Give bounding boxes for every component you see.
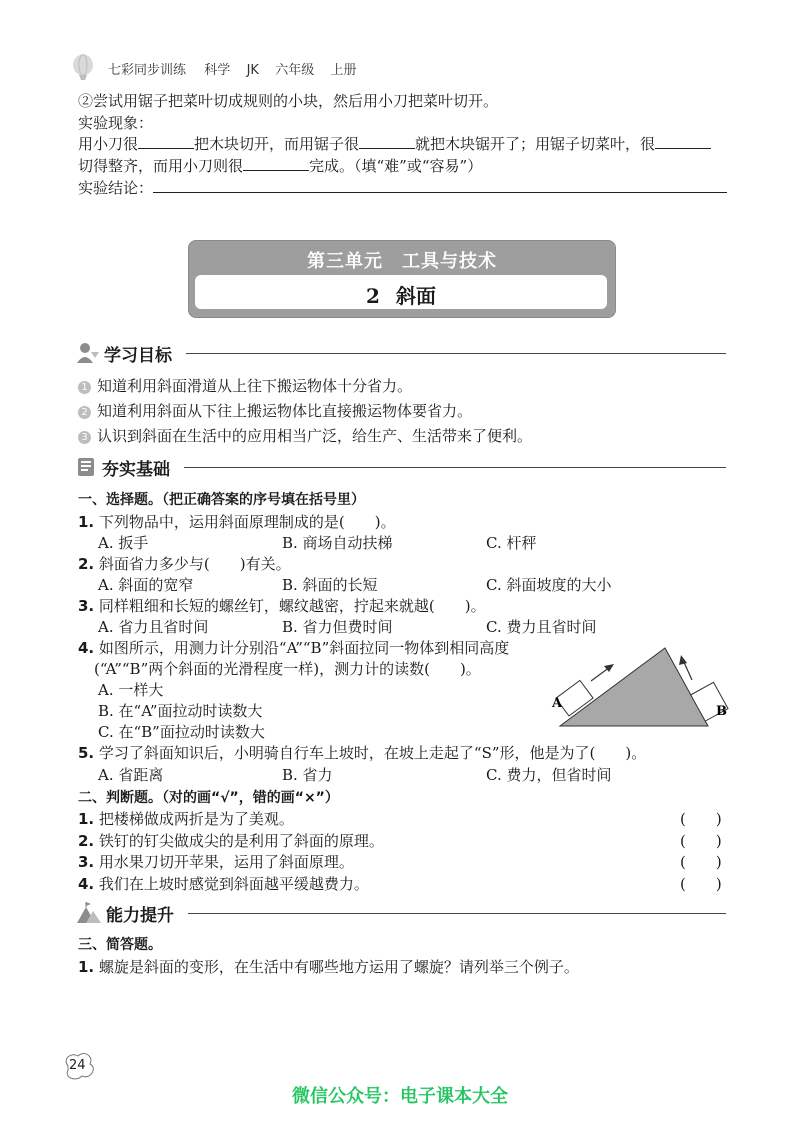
judge-answer-3[interactable]: ( ) (680, 853, 722, 871)
blank-3[interactable] (655, 134, 711, 149)
q2-option-b[interactable]: B. 斜面的长短 (282, 576, 378, 594)
judge-answer-1[interactable]: ( ) (680, 810, 722, 828)
phenomenon-line-2: 切得整齐，而用小刀则很 完成。（填“难”或“容易”） (78, 157, 483, 175)
q1-option-a[interactable]: A. 扳手 (98, 534, 149, 552)
basics-divider (184, 467, 726, 468)
goal-number-1: 1 (78, 381, 91, 394)
q4-option-c[interactable]: C. 在“B”面拉动时读数大 (98, 723, 265, 741)
label-b: B (716, 704, 727, 719)
conclusion-line: 实验结论： (78, 178, 727, 198)
judge-answer-4[interactable]: ( ) (680, 875, 722, 893)
incline-diagram (540, 640, 740, 740)
goal-item-2: 2 知道利用斜面从下往上搬运物体比直接搬运物体要省力。 (78, 401, 472, 421)
q4-stem-cont: (“A”“B”两个斜面的光滑程度一样)，测力计的读数( )。 (94, 660, 481, 678)
q3-option-c[interactable]: C. 费力且省时间 (486, 618, 597, 636)
ability-section-header (76, 900, 726, 926)
book-icon (76, 456, 98, 478)
judge-answer-2[interactable]: ( ) (680, 832, 722, 850)
page-number: 24 (69, 1058, 86, 1073)
judge-item-2: 2. 铁钉的钉尖做成尖的是利用了斜面的原理。 (78, 832, 384, 850)
student-icon (76, 342, 100, 364)
phenomenon-label: 实验现象： (78, 114, 154, 132)
q4-option-a[interactable]: A. 一样大 (98, 681, 164, 699)
judge-header: 二、判断题。（对的画“√”，错的画“×”） (78, 790, 339, 806)
header-edition: JK (246, 63, 259, 78)
mountain-icon (76, 902, 102, 924)
lesson-title: 斜面 (395, 284, 436, 308)
header-subject: 科学 (204, 63, 231, 78)
q3-option-a[interactable]: A. 省力且省时间 (98, 618, 209, 636)
q5-option-c[interactable]: C. 费力，但省时间 (486, 766, 612, 784)
short-answer-header: 三、简答题。 (78, 937, 162, 953)
lesson-number: 2 (366, 284, 380, 308)
step-2-text: ②尝试用锯子把菜叶切成规则的小块，然后用小刀把菜叶切开。 (78, 92, 499, 110)
header-bar (70, 54, 390, 82)
blank-1[interactable] (138, 134, 194, 149)
label-a: A (552, 696, 563, 711)
header-volume: 上册 (330, 63, 357, 78)
q1-stem: 1. 下列物品中，运用斜面原理制成的是( )。 (78, 513, 396, 531)
goals-divider (186, 353, 726, 354)
short-answer-q1: 1. 螺旋是斜面的变形，在生活中有哪些地方运用了螺旋？请列举三个例子。 (78, 958, 579, 976)
goals-section-header (76, 340, 726, 366)
goal-number-2: 2 (78, 406, 91, 419)
header-grade: 六年级 (275, 63, 315, 78)
watermark-text: 微信公众号：电子课本大全 (292, 1086, 508, 1107)
blank-4[interactable] (243, 156, 309, 171)
q3-option-b[interactable]: B. 省力但费时间 (282, 618, 393, 636)
q2-option-a[interactable]: A. 斜面的宽窄 (98, 576, 194, 594)
basics-section-header (76, 454, 726, 480)
q5-option-a[interactable]: A. 省距离 (98, 766, 164, 784)
q2-option-c[interactable]: C. 斜面坡度的大小 (486, 576, 612, 594)
ability-divider (188, 913, 726, 914)
unit-banner (188, 240, 616, 318)
basics-title: 夯实基础 (102, 460, 170, 480)
unit-title: 第三单元 工具与技术 (307, 251, 497, 272)
q3-stem: 3. 同样粗细和长短的螺丝钉，螺纹越密，拧起来就越( )。 (78, 597, 486, 615)
q5-option-b[interactable]: B. 省力 (282, 766, 333, 784)
goals-title: 学习目标 (104, 346, 172, 366)
q1-option-c[interactable]: C. 杆秤 (486, 534, 537, 552)
goal-item-1: 1 知道利用斜面滑道从上往下搬运物体十分省力。 (78, 376, 412, 396)
q4-option-b[interactable]: B. 在“A”面拉动时读数大 (98, 702, 263, 720)
phenomenon-line-1: 用小刀很 把木块切开，而用锯子很 就把木块锯开了；用锯子切菜叶，很 (78, 134, 711, 154)
q5-stem: 5. 学习了斜面知识后，小明骑自行车上坡时，在坡上走起了“S”形，他是为了( )。 (78, 744, 647, 762)
balloon-icon (70, 54, 96, 82)
goal-item-3: 3 认识到斜面在生活中的应用相当广泛，给生产、生活带来了便利。 (78, 426, 532, 446)
q1-option-b[interactable]: B. 商场自动扶梯 (282, 534, 393, 552)
judge-item-4: 4. 我们在上坡时感觉到斜面越平缓越费力。 (78, 875, 369, 893)
judge-item-3: 3. 用水果刀切开苹果，运用了斜面原理。 (78, 853, 354, 871)
judge-item-1: 1. 把楼梯做成两折是为了美观。 (78, 810, 294, 828)
ability-title: 能力提升 (106, 906, 174, 926)
goal-number-3: 3 (78, 431, 91, 444)
choice-header: 一、选择题。（把正确答案的序号填在括号里） (78, 492, 365, 508)
conclusion-blank[interactable] (153, 178, 727, 193)
blank-2[interactable] (359, 134, 415, 149)
page-number-badge (60, 1050, 98, 1082)
header-series: 七彩同步训练 (108, 63, 187, 78)
q4-stem: 4. 如图所示，用测力计分别沿“A”“B”斜面拉同一物体到相同高度 (78, 639, 510, 657)
lesson-box (195, 275, 607, 309)
q2-stem: 2. 斜面省力多少与( )有关。 (78, 555, 291, 573)
